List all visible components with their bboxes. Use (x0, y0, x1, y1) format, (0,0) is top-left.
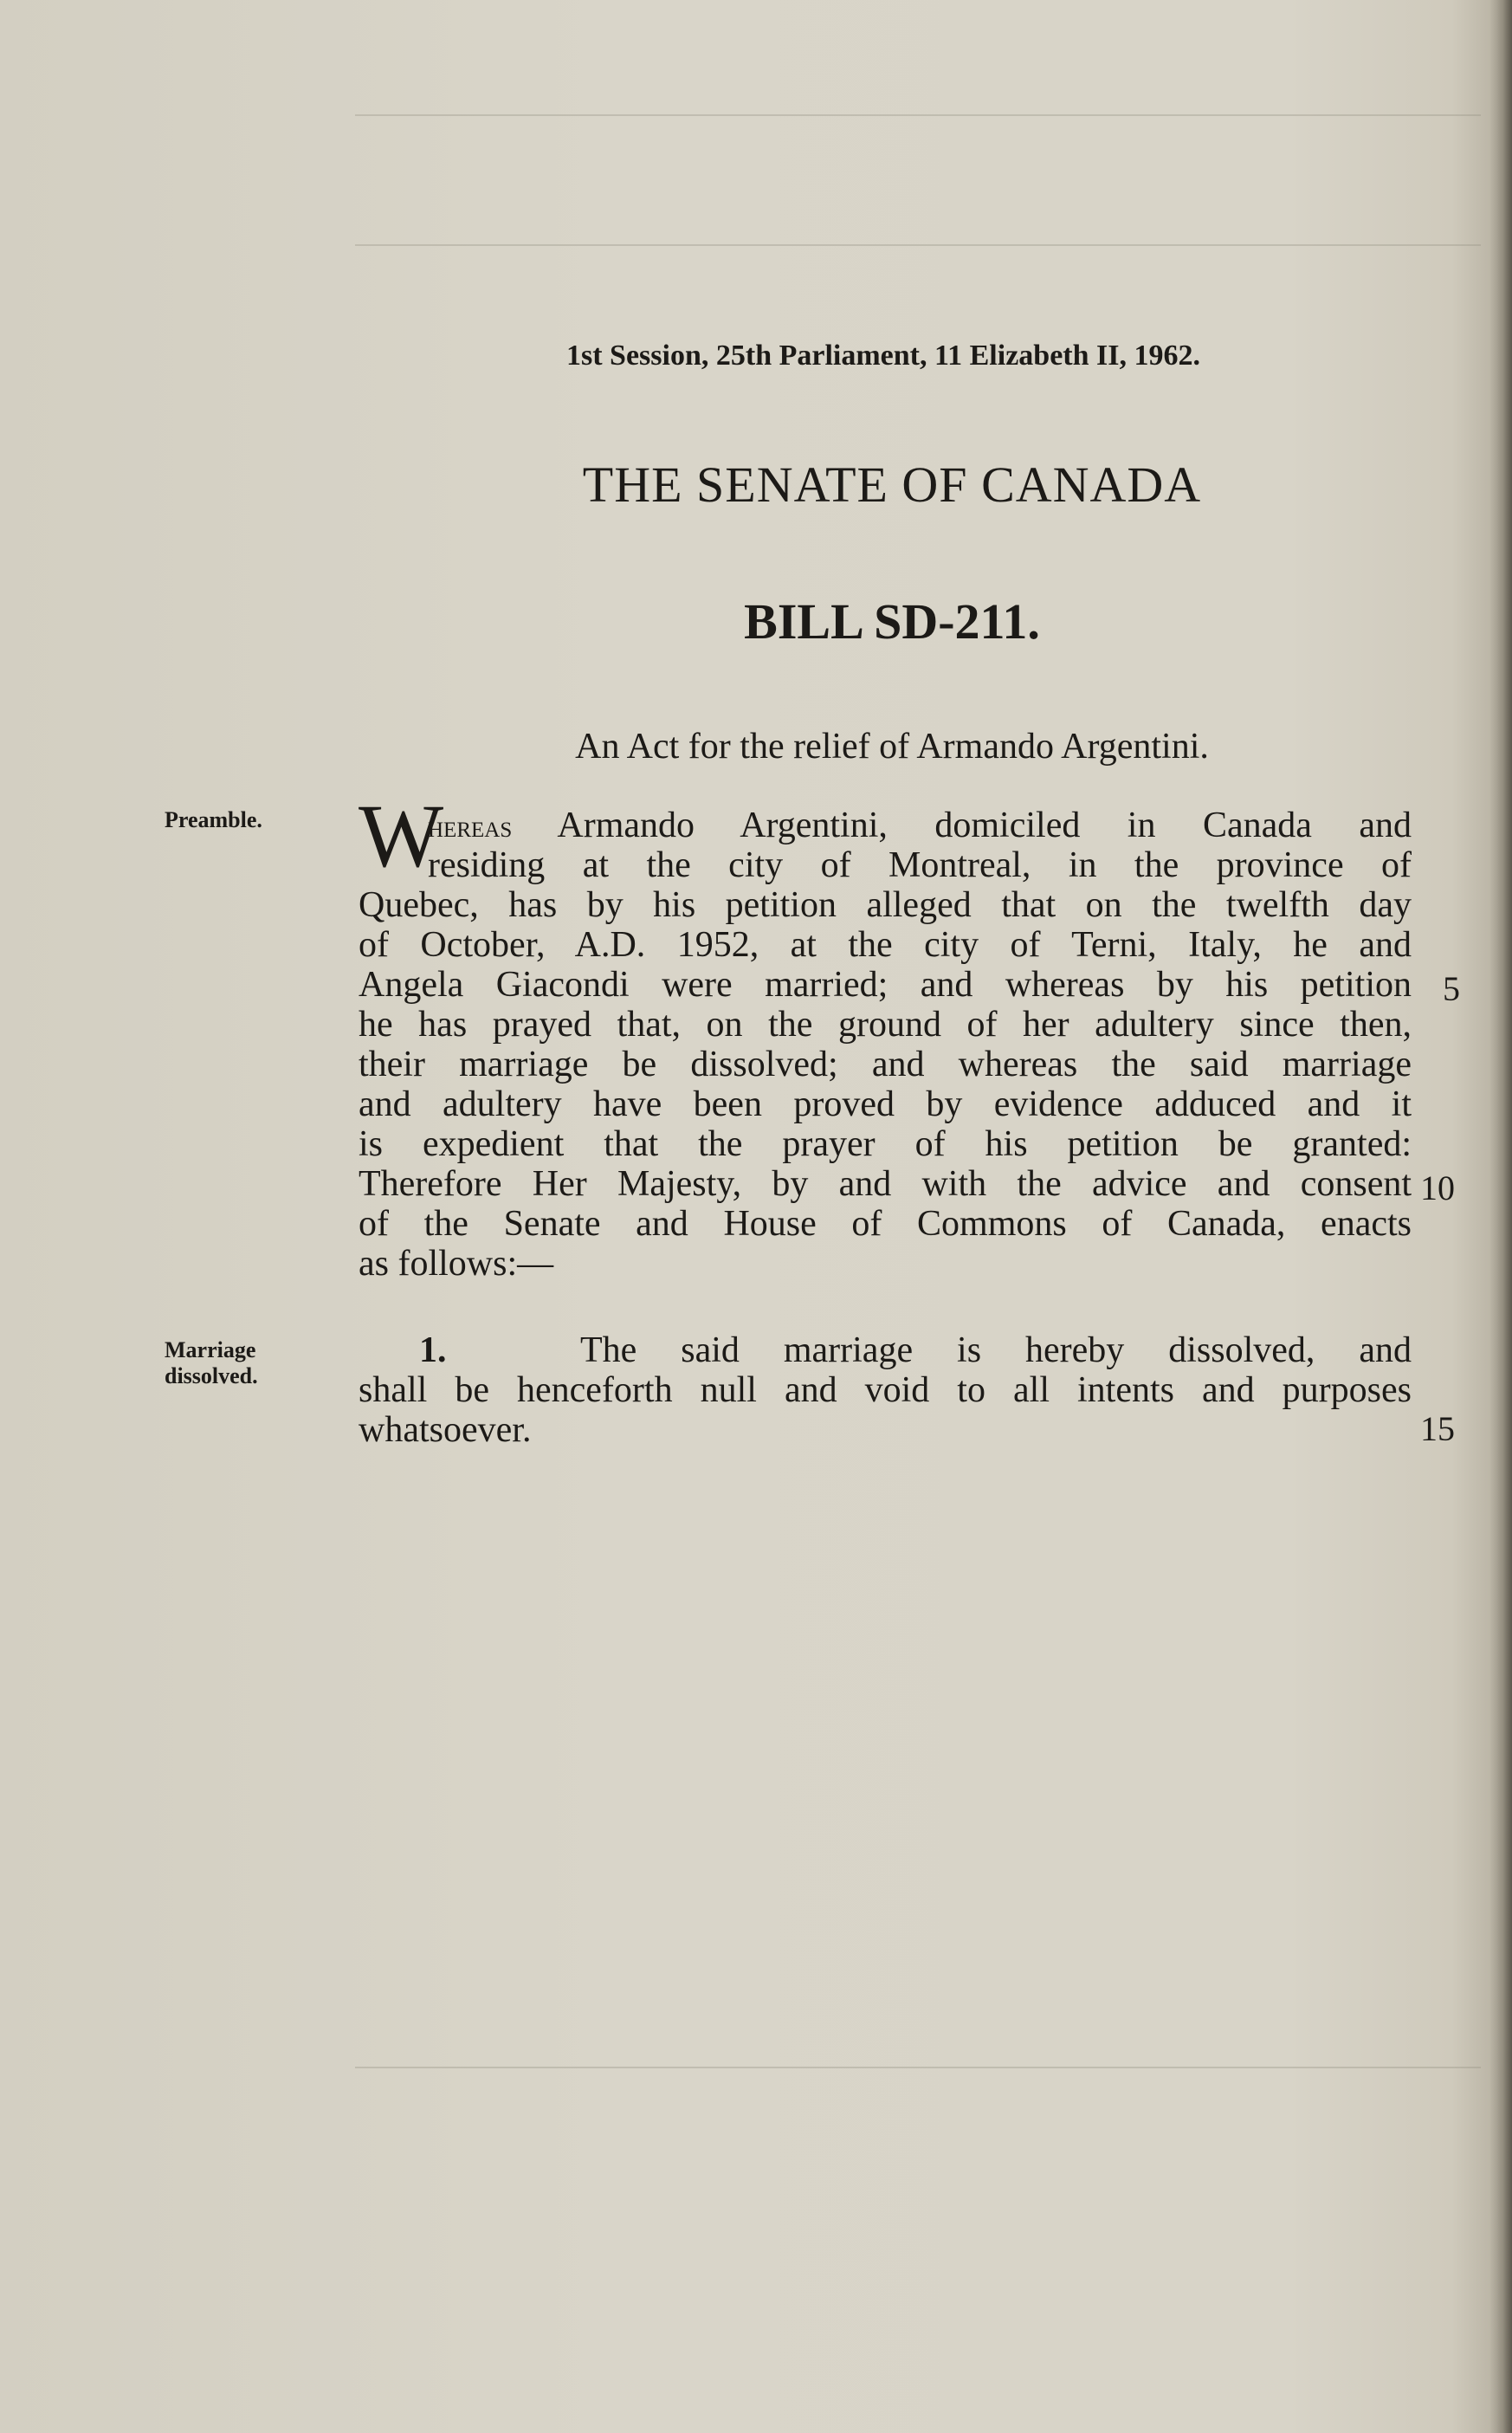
preamble-line: Therefore Her Majesty, by and with the advice and consent (359, 1164, 1412, 1204)
margin-note-marriage-dissolved (165, 1337, 355, 1389)
margin-note-line: Marriage (165, 1337, 256, 1362)
preamble-line: and adultery have been proved by evidence adduced and it (359, 1084, 1412, 1124)
line-number: 10 (1420, 1168, 1455, 1207)
bleed-through-rule (355, 114, 1481, 116)
preamble-line: residing at the city of Montreal, in the province of (428, 845, 1412, 885)
preamble-line: of October, A.D. 1952, at the city of Terni, Italy, he and (359, 925, 1412, 965)
act-title: An Act for the relief of Armando Argentini. (575, 727, 1209, 767)
opening-word: hereas (428, 809, 513, 844)
preamble-line-1-text: Armando Argentini, domiciled in Canada and (557, 806, 1412, 845)
preamble-line: as follows:— (359, 1244, 554, 1284)
preamble-line: Angela Giacondi were married; and whereas by his petition (359, 965, 1412, 1005)
bleed-through-rule (355, 244, 1481, 246)
preamble-line: Quebec, has by his petition alleged that on the twelfth day (359, 885, 1412, 925)
section-number: 1. (419, 1330, 447, 1370)
margin-note-preamble: Preamble. (165, 807, 262, 832)
preamble-line: their marriage be dissolved; and whereas the said marriage (359, 1045, 1412, 1084)
margin-note-line: dissolved. (165, 1363, 258, 1388)
preamble-line-1 (428, 806, 1412, 846)
preamble-line: of the Senate and House of Commons of Canada, enacts (359, 1204, 1412, 1244)
page-edge-shadow (1489, 0, 1512, 2433)
line-number: 15 (1420, 1409, 1455, 1448)
session-header: 1st Session, 25th Parliament, 11 Elizabeth II, 1962. (566, 340, 1200, 372)
preamble-line: he has prayed that, on the ground of her adultery since then, (359, 1005, 1412, 1045)
drop-cap: W (359, 786, 444, 886)
bleed-through-rule (355, 2067, 1481, 2068)
section-line: shall be henceforth null and void to all intents and purposes (359, 1370, 1412, 1410)
section-line-1: The said marriage is hereby dissolved, and (580, 1330, 1412, 1370)
preamble-line: is expedient that the prayer of his petition be granted: (359, 1124, 1412, 1164)
section-line: whatsoever. (359, 1410, 532, 1450)
house-title: THE SENATE OF CANADA (582, 456, 1202, 513)
bill-number: BILL SD-211. (744, 593, 1040, 650)
line-number: 5 (1443, 969, 1460, 1008)
